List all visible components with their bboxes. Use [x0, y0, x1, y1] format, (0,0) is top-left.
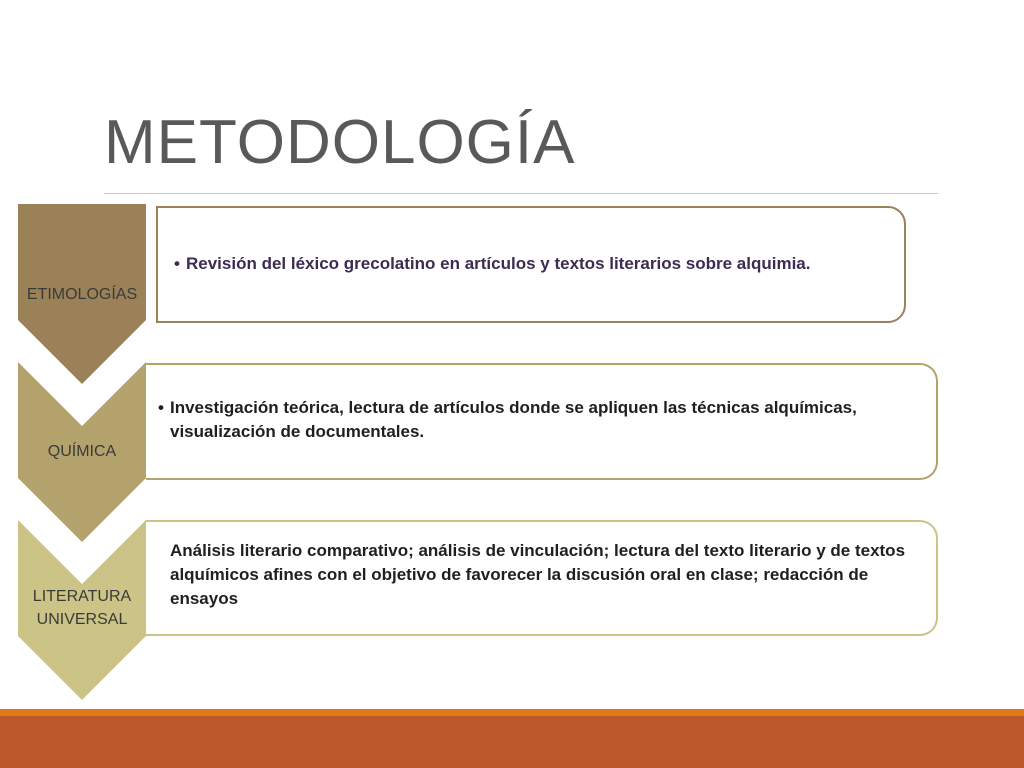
- row-label-line: UNIVERSAL: [36, 611, 128, 628]
- row-box-etimologias: [156, 206, 906, 323]
- bullet: •: [174, 253, 180, 273]
- row-box-literatura-universal: [146, 520, 938, 636]
- row-label-quimica: [17, 440, 147, 463]
- row-box-quimica: [146, 363, 938, 480]
- footer-accent-stripe: [0, 709, 1024, 716]
- row-text-content: Revisión del léxico grecolatino en artículos y textos literarios sobre alquimia.: [186, 253, 811, 273]
- footer-bar: [0, 716, 1024, 768]
- row-label-literatura-universal: [17, 585, 147, 631]
- row-text-content: Análisis literario comparativo; análisis de vinculación; lectura del texto literario y de textos alquímicos afines con el objetivo de favorecer la discusión oral en clase; redacción de ensayos: [170, 541, 906, 608]
- slide-title: METODOLOGÍA: [104, 108, 576, 177]
- bullet: •: [158, 397, 164, 417]
- row-label-line: LITERATURA: [32, 588, 132, 605]
- row-label-text: QUÍMICA: [47, 443, 117, 460]
- row-text: [174, 252, 810, 276]
- row-text: [170, 539, 920, 611]
- row-label-etimologias: [17, 283, 147, 306]
- row-text-content: Investigación teórica, lectura de artículos donde se apliquen las técnicas alquímicas, visualización de documentales.: [170, 397, 857, 441]
- row-label-text: ETIMOLOGÍAS: [26, 286, 138, 303]
- row-text: [158, 396, 920, 444]
